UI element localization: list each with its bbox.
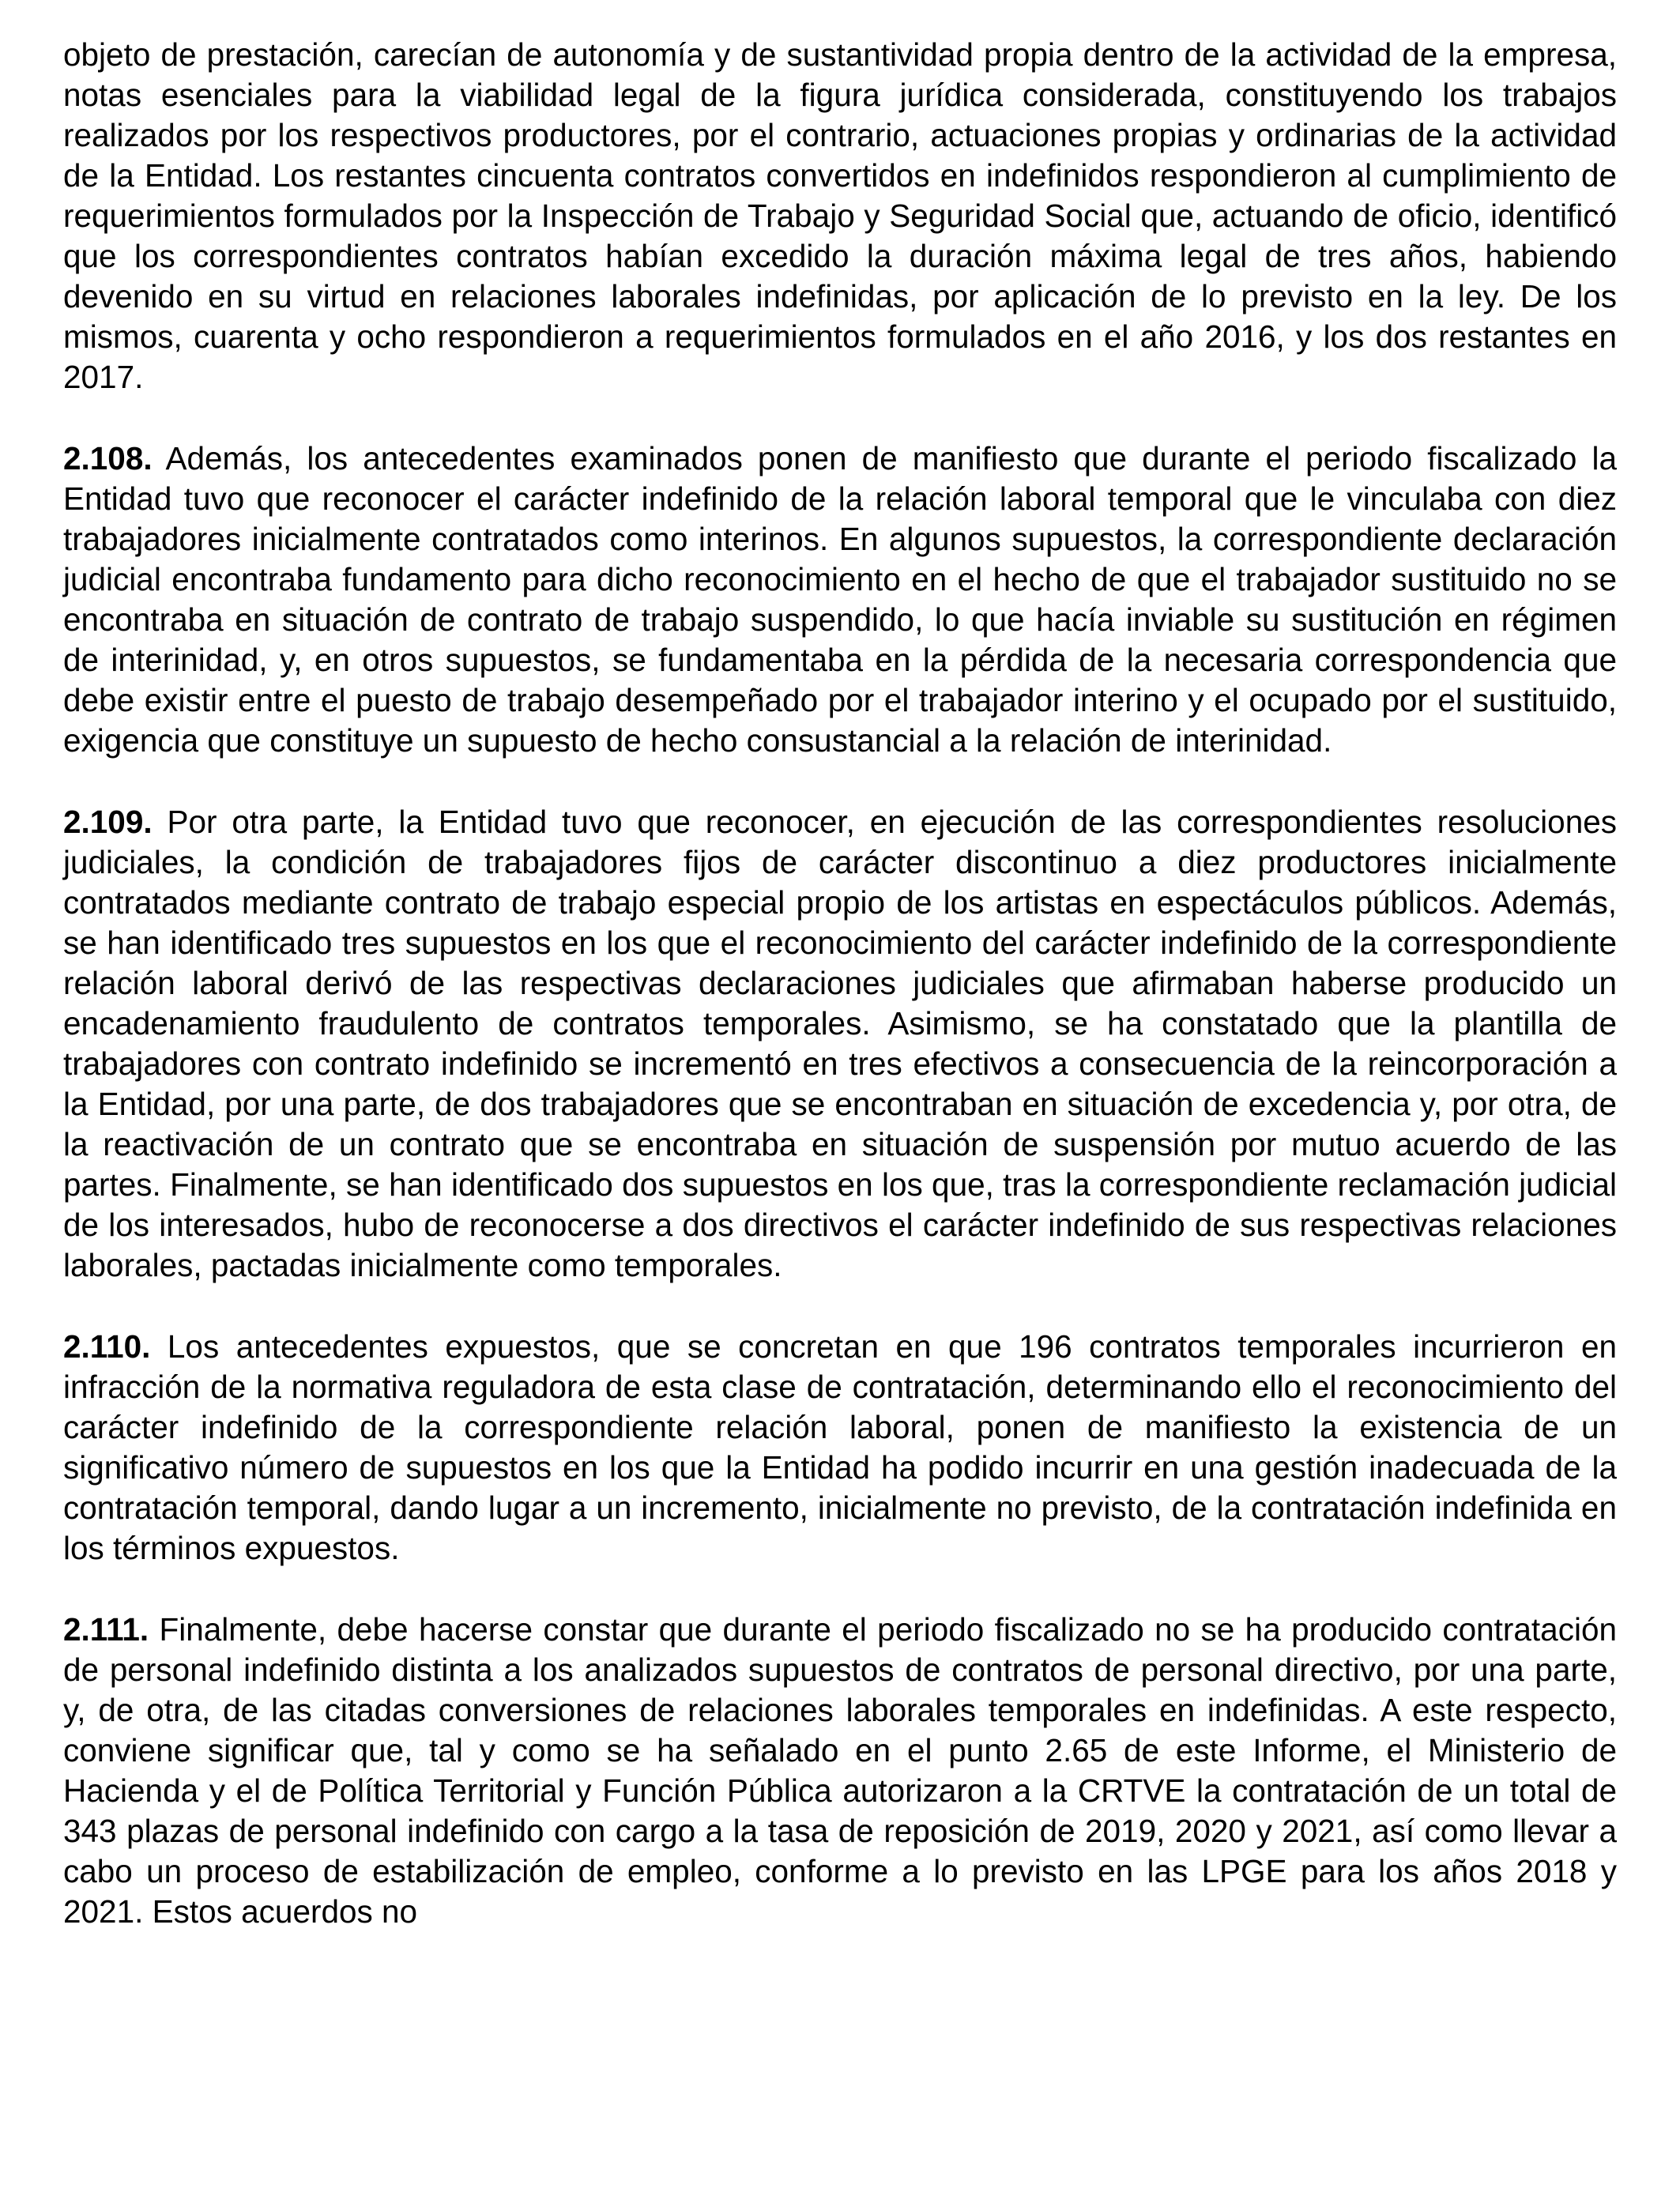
paragraph-text: objeto de prestación, carecían de autonomía y de sustantividad propia dentro de la actividad de la empresa, notas esenciales para la viabilidad legal de la figura jurídica considerada, constituyendo los trabajos realizados por los respectivos productores, por el contrario, actuaciones propias y ordinarias de la actividad de la Entidad. Los restantes cincuenta contratos convertidos en indefinidos respondieron al cumplimiento de requerimientos formulados por la Inspección de Trabajo y Seguridad Social que, actuando de oficio, identificó que los correspondientes contratos habían excedido la duración máxima legal de tres años, habiendo devenido en su virtud en relaciones laborales indefinidas, por aplicación de lo previsto en la ley. De los mismos, cuarenta y ocho respondieron a requerimientos formulados en el año 2016, y los dos restantes en 2017. [63, 36, 1617, 395]
paragraph-2-111 [63, 1610, 1617, 1932]
paragraph-text: Finalmente, debe hacerse constar que durante el periodo fiscalizado no se ha producido contratación de personal indefinido distinta a los analizados supuestos de contratos de personal directivo, por una parte, y, de otra, de las citadas conversiones de relaciones laborales temporales en indefinidas. A este respecto, conviene significar que, tal y como se ha señalado en el punto 2.65 de este Informe, el Ministerio de Hacienda y el de Política Territorial y Función Pública autorizaron a la CRTVE la contratación de un total de 343 plazas de personal indefinido con cargo a la tasa de reposición de 2019, 2020 y 2021, así como llevar a cabo un proceso de estabilización de empleo, conforme a lo previsto en las LPGE para los años 2018 y 2021. Estos acuerdos no [63, 1611, 1617, 1930]
paragraph-2-109 [63, 802, 1617, 1286]
paragraph-text: Los antecedentes expuestos, que se concretan en que 196 contratos temporales incurrieron en infracción de la normativa reguladora de esta clase de contratación, determinando ello el reconocimiento del carácter indefinido de la correspondiente relación laboral, ponen de manifiesto la existencia de un significativo número de supuestos en los que la Entidad ha podido incurrir en una gestión inadecuada de la contratación temporal, dando lugar a un incremento, inicialmente no previsto, de la contratación indefinida en los términos expuestos. [63, 1328, 1617, 1566]
document-page [63, 35, 1617, 1932]
paragraph-number: 2.108. [63, 440, 153, 476]
paragraph-text: Por otra parte, la Entidad tuvo que reconocer, en ejecución de las correspondientes resoluciones judiciales, la condición de trabajadores fijos de carácter discontinuo a diez productores inicialmente contratados mediante contrato de trabajo especial propio de los artistas en espectáculos públicos. Además, se han identificado tres supuestos en los que el reconocimiento del carácter indefinido de la correspondiente relación laboral derivó de las respectivas declaraciones judiciales que afirmaban haberse producido un encadenamiento fraudulento de contratos temporales. Asimismo, se ha constatado que la plantilla de trabajadores con contrato indefinido se incrementó en tres efectivos a consecuencia de la reincorporación a la Entidad, por una parte, de dos trabajadores que se encontraban en situación de excedencia y, por otra, de la reactivación de un contrato que se encontraba en situación de suspensión por mutuo acuerdo de las partes. Finalmente, se han identificado dos supuestos en los que, tras la correspondiente reclamación judicial de los interesados, hubo de reconocerse a dos directivos el carácter indefinido de sus respectivas relaciones laborales, pactadas inicialmente como temporales. [63, 804, 1617, 1283]
paragraph-2-110 [63, 1327, 1617, 1569]
paragraph-continuation [63, 35, 1617, 397]
paragraph-number: 2.109. [63, 804, 153, 840]
paragraph-number: 2.111. [63, 1611, 149, 1648]
paragraph-number: 2.110. [63, 1328, 151, 1365]
paragraph-text: Además, los antecedentes examinados ponen de manifiesto que durante el periodo fiscalizado la Entidad tuvo que reconocer el carácter indefinido de la relación laboral temporal que le vinculaba con diez trabajadores inicialmente contratados como interinos. En algunos supuestos, la correspondiente declaración judicial encontraba fundamento para dicho reconocimiento en el hecho de que el trabajador sustituido no se encontraba en situación de contrato de trabajo suspendido, lo que hacía inviable su sustitución en régimen de interinidad, y, en otros supuestos, se fundamentaba en la pérdida de la necesaria correspondencia que debe existir entre el puesto de trabajo desempeñado por el trabajador interino y el ocupado por el sustituido, exigencia que constituye un supuesto de hecho consustancial a la relación de interinidad. [63, 440, 1617, 759]
paragraph-2-108 [63, 439, 1617, 761]
